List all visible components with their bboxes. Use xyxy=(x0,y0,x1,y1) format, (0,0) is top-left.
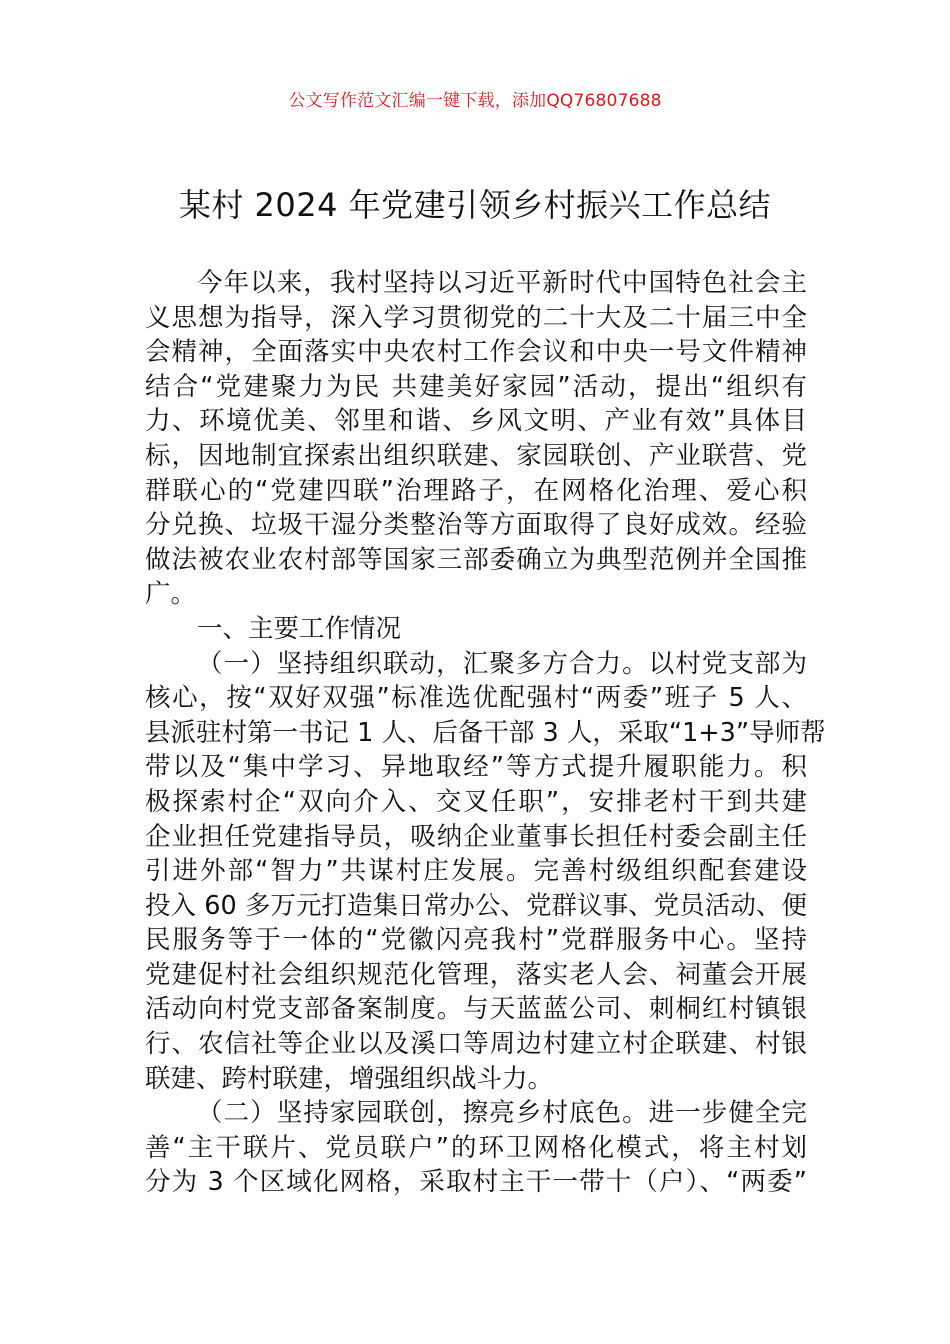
text-line: 极探索村企“双向介入、交叉任职”，安排老村干到共建 xyxy=(145,786,807,817)
text-line: （一）坚持组织联动，汇聚多方合力。以村党支部为 xyxy=(197,648,807,679)
text-line: 分为 3 个区域化网格，采取村主干一带十（户）、“两委” xyxy=(145,1167,807,1198)
document-title: 某村 2024 年党建引领乡村振兴工作总结 xyxy=(178,186,772,224)
text-line: 企业担任党建指导员，吸纳企业董事长担任村委会副主任 xyxy=(145,821,807,852)
text-line: 一、主要工作情况 xyxy=(197,613,402,644)
text-line: （二）坚持家园联创，擦亮乡村底色。进一步健全完 xyxy=(197,1098,807,1129)
text-line: 民服务等于一体的“党徽闪亮我村”党群服务中心。坚持 xyxy=(145,925,807,956)
text-line: 善“主干联片、党员联户”的环卫网格化模式，将主村划 xyxy=(145,1132,807,1163)
text-line: 群联心的“党建四联”治理路子，在网格化治理、爱心积 xyxy=(145,475,807,506)
text-line: 今年以来，我村坚持以习近平新时代中国特色社会主 xyxy=(197,268,807,298)
text-line: 引进外部“智力”共谋村庄发展。完善村级组织配套建设 xyxy=(145,856,807,887)
text-line: 投入 60 多万元打造集日常办公、党群议事、党员活动、便 xyxy=(145,890,807,921)
text-line: 党建促村社会组织规范化管理，落实老人会、祠董会开展 xyxy=(145,959,807,990)
text-line: 行、农信社等企业以及溪口等周边村建立村企联建、村银 xyxy=(145,1029,807,1060)
text-line: 县派驻村第一书记 1 人、后备干部 3 人，采取“1+3”导师帮 xyxy=(145,717,826,748)
text-line: 义思想为指导，深入学习贯彻党的二十大及二十届三中全 xyxy=(145,302,807,333)
text-line: 广。 xyxy=(145,579,197,610)
text-line: 做法被农业农村部等国家三部委确立为典型范例并全国推 xyxy=(145,544,807,575)
watermark-banner: 公文写作范文汇编一键下载，添加QQ76807688 xyxy=(288,91,662,111)
text-line: 活动向村党支部备案制度。与天蓝蓝公司、刺桐红村镇银 xyxy=(145,994,807,1025)
text-line: 会精神，全面落实中央农村工作会议和中央一号文件精神 xyxy=(145,337,807,368)
text-line: 力、环境优美、邻里和谐、乡风文明、产业有效”具体目 xyxy=(145,406,807,437)
document-body xyxy=(145,266,826,1200)
text-line: 标，因地制宜探索出组织联建、家园联创、产业联营、党 xyxy=(145,440,807,471)
text-line: 分兑换、垃圾干湿分类整治等方面取得了良好成效。经验 xyxy=(145,510,807,541)
text-line: 结合“党建聚力为民 共建美好家园”活动，提出“组织有 xyxy=(145,371,807,402)
text-line: 联建、跨村联建，增强组织战斗力。 xyxy=(145,1063,554,1094)
text-line: 核心，按“双好双强”标准选优配强村“两委”班子 5 人、 xyxy=(145,683,807,714)
text-line: 带以及“集中学习、异地取经”等方式提升履职能力。积 xyxy=(145,752,807,783)
